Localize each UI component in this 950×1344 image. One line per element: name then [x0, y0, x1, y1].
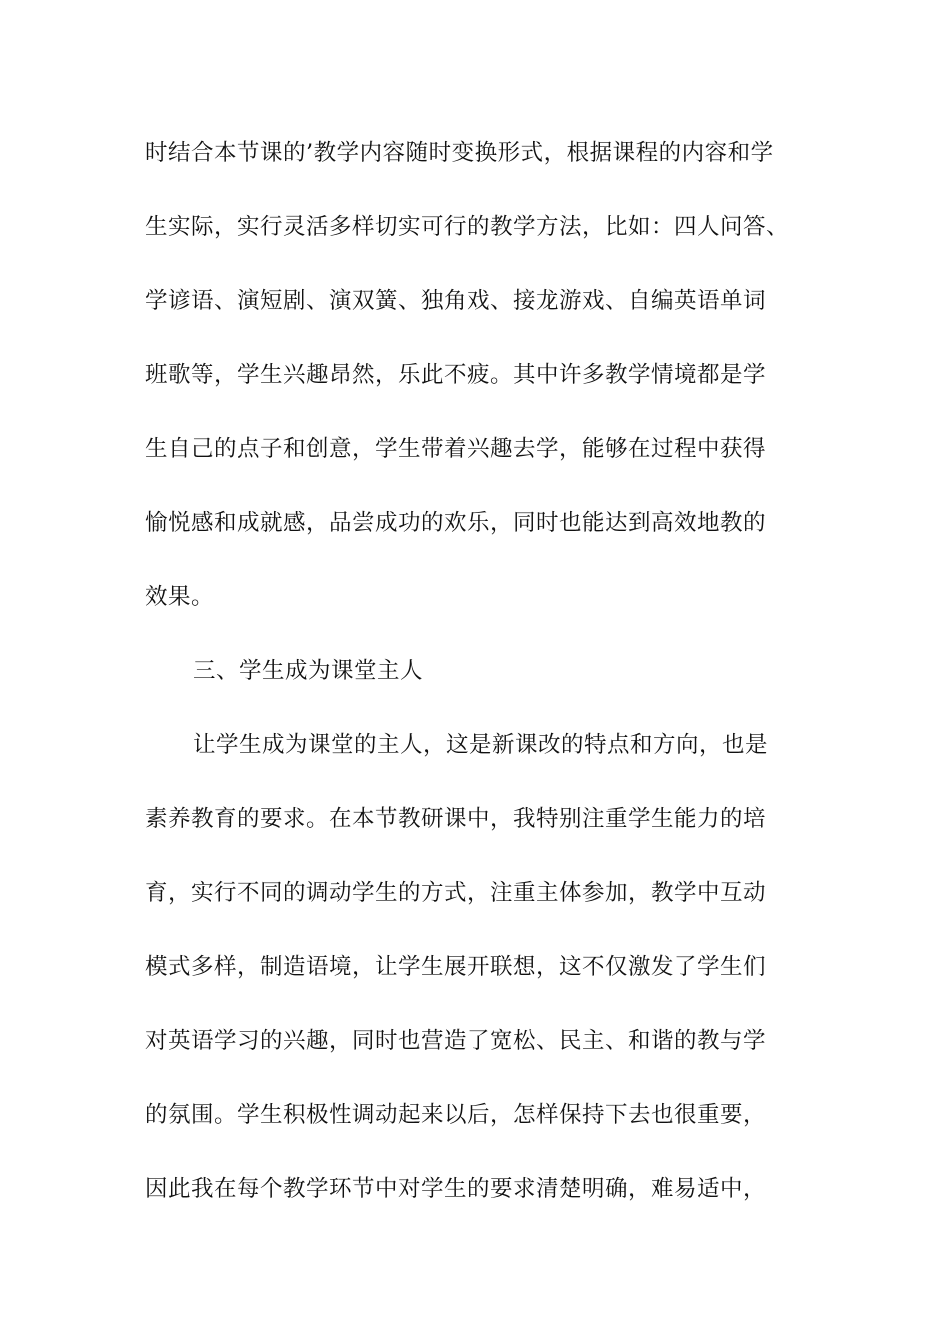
- text-line: 的氛围。学生积极性调动起来以后，怎样保持下去也很重要，: [145, 1102, 767, 1128]
- text-line: 对英语学习的兴趣，同时也营造了宽松、民主、和谐的教与学: [145, 1028, 767, 1054]
- text-line: 素养教育的要求。在本节教研课中，我特别注重学生能力的培: [145, 806, 767, 832]
- text-line: 生自己的点子和创意，学生带着兴趣去学，能够在过程中获得: [145, 436, 767, 462]
- text-line: 生实际，实行灵活多样切实可行的教学方法，比如：四人问答、: [145, 214, 790, 240]
- section-heading: 三、学生成为课堂主人: [193, 658, 424, 684]
- text-line: 学谚语、演短剧、演双簧、独角戏、接龙游戏、自编英语单词: [145, 288, 767, 314]
- text-line: 因此我在每个教学环节中对学生的要求清楚明确，难易适中，: [145, 1176, 767, 1202]
- text-line: 班歌等，学生兴趣昂然，乐此不疲。其中许多教学情境都是学: [145, 362, 767, 388]
- text-line: 时结合本节课的’教学内容随时变换形式，根据课程的内容和学: [145, 140, 774, 166]
- paragraph-first-line: 让学生成为课堂的主人，这是新课改的特点和方向，也是: [193, 732, 769, 758]
- text-line: 效果。: [145, 584, 215, 610]
- text-line: 模式多样，制造语境，让学生展开联想，这不仅激发了学生们: [145, 954, 767, 980]
- text-line: 育，实行不同的调动学生的方式，注重主体参加，教学中互动: [145, 880, 767, 906]
- text-line: 愉悦感和成就感，品尝成功的欢乐，同时也能达到高效地教的: [145, 510, 767, 536]
